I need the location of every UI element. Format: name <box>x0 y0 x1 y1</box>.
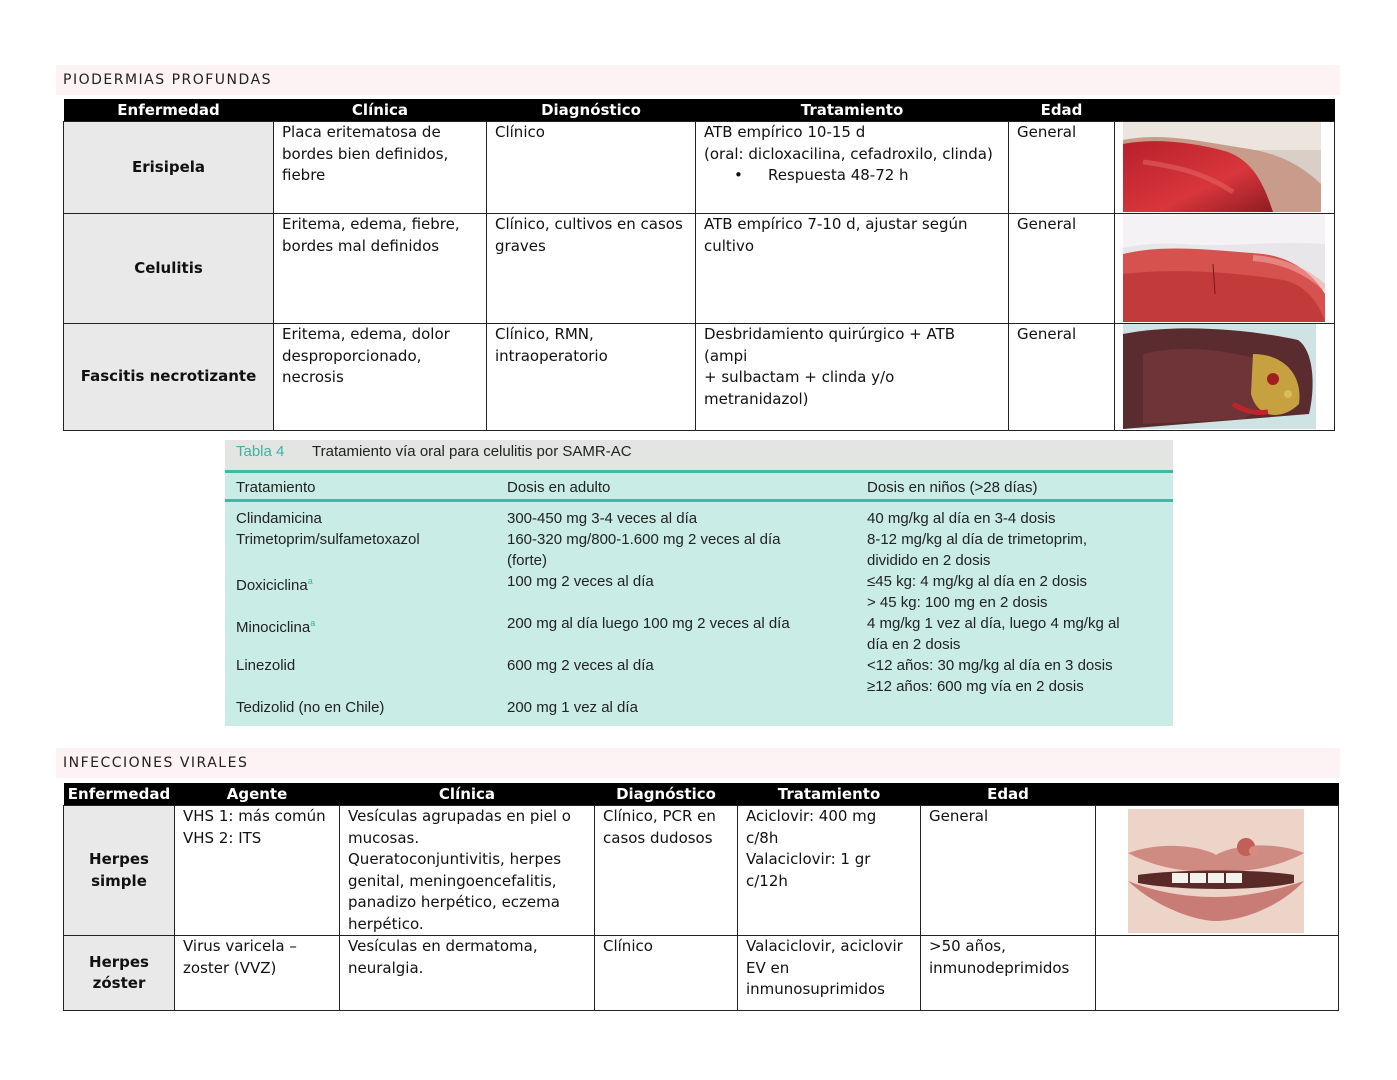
text-line: Clínico, PCR en <box>603 807 716 825</box>
text-line: 160-320 mg/800-1.600 mg 2 veces al día <box>507 531 781 548</box>
text-line: panadizo herpético, eczema <box>348 893 560 911</box>
text-line: desproporcionado, <box>282 346 422 365</box>
column-header: Enfermedad <box>64 99 274 122</box>
empty-image-cell <box>1096 936 1339 1011</box>
column-header: Dosis en adulto <box>507 479 611 496</box>
text-line: herpético. <box>348 914 424 933</box>
text-line: Valaciclovir, aciclovir <box>746 937 903 955</box>
edad-cell: General <box>1009 214 1115 324</box>
column-header: Tratamiento <box>696 99 1009 122</box>
diagnostico-cell <box>595 806 738 936</box>
tratamiento-cell <box>738 936 921 1011</box>
text-line: + sulbactam + clinda y/o metranidazol) <box>704 368 895 408</box>
agente-cell <box>175 936 340 1011</box>
piodermias-table <box>63 99 1335 431</box>
text-line: VHS 1: más común <box>183 807 326 825</box>
text-line: inmunodeprimidos <box>929 958 1070 977</box>
edad-cell <box>921 806 1096 936</box>
adult-dose: 200 mg 1 vez al día <box>507 699 638 716</box>
text-line: ATB empírico 10-15 d <box>704 123 866 141</box>
edad-cell: General <box>1009 324 1115 431</box>
drug-name: Trimetoprim/sulfametoxazol <box>236 531 420 548</box>
tabla4-panel <box>225 440 1173 726</box>
disease-name <box>64 806 175 936</box>
text-line: bordes bien definidos, <box>282 144 449 163</box>
image-cell <box>1115 214 1335 324</box>
drug-name <box>236 613 496 638</box>
child-dose <box>867 529 1167 571</box>
text-line: ≥12 años: 600 mg vía en 2 dosis <box>867 678 1084 695</box>
disease-name: Erisipela <box>64 122 274 214</box>
clinica-cell <box>340 936 595 1011</box>
column-header: Edad <box>1009 99 1115 122</box>
text-line: zóster <box>92 974 146 992</box>
diagnostico-cell <box>595 936 738 1011</box>
edad-cell <box>921 936 1096 1011</box>
text-line: Clínico <box>603 937 653 955</box>
text-line: mucosas. <box>348 828 420 847</box>
text-line: fiebre <box>282 166 326 184</box>
tratamiento-cell <box>696 214 1009 324</box>
tabla4-title-bar <box>225 440 1173 470</box>
column-header: Dosis en niños (>28 días) <box>867 479 1038 496</box>
column-header: Enfermedad <box>64 783 175 806</box>
clinica-cell <box>274 214 487 324</box>
cellulitis-leg-photo <box>1123 214 1325 322</box>
text-line: Desbridamiento quirúrgico + ATB (ampi <box>704 325 956 365</box>
section-header-piodermias <box>56 65 1340 95</box>
text-line: día en 2 dosis <box>867 636 961 653</box>
child-dose <box>867 655 1167 697</box>
text-line: Clínico <box>495 123 545 141</box>
child-dose <box>867 613 1167 655</box>
table-row <box>64 324 1335 431</box>
text-line: 4 mg/kg 1 vez al día, luego 4 mg/kg al <box>867 615 1120 632</box>
text-line: Eritema, edema, dolor <box>282 325 450 343</box>
diagnostico-cell <box>487 214 696 324</box>
image-cell <box>1115 122 1335 214</box>
agente-cell <box>175 806 340 936</box>
text-line: genital, meningoencefalitis, <box>348 871 557 890</box>
column-header: Clínica <box>340 783 595 806</box>
edad-cell: General <box>1009 122 1115 214</box>
text-line: (oral: dicloxacilina, cefadroxilo, clinda) <box>704 144 993 163</box>
tabla4-label: Tabla 4 <box>236 443 285 460</box>
tratamiento-cell <box>696 324 1009 431</box>
column-header: Agente <box>175 783 340 806</box>
column-header-blank <box>1115 99 1335 122</box>
text-line: inmunosuprimidos <box>746 980 885 998</box>
virales-table <box>63 783 1339 1011</box>
text-line: Vesículas en dermatoma, <box>348 937 538 955</box>
bullet-text: Respuesta 48-72 h <box>768 166 909 184</box>
footnote-marker: a <box>307 576 313 586</box>
necrotizing-fasciitis-photo <box>1123 324 1316 429</box>
child-dose: 40 mg/kg al día en 3-4 dosis <box>867 510 1056 527</box>
text-line: Vesículas agrupadas en piel o <box>348 807 571 825</box>
tabla4-title: Tratamiento vía oral para celulitis por SAMR-AC <box>312 443 632 460</box>
diagnostico-cell <box>487 122 696 214</box>
erysipelas-leg-photo <box>1123 122 1321 212</box>
text-line: > 45 kg: 100 mg en 2 dosis <box>867 594 1048 611</box>
text-line: dividido en 2 dosis <box>867 552 991 569</box>
text-line: VHS 2: ITS <box>183 828 262 847</box>
drug-label: Doxiciclina <box>236 577 308 594</box>
clinica-cell <box>274 122 487 214</box>
text-line: ≤45 kg: 4 mg/kg al día en 2 dosis <box>867 573 1088 590</box>
column-header: Edad <box>921 783 1096 806</box>
text-line: Herpes <box>89 952 149 971</box>
adult-dose: 100 mg 2 veces al día <box>507 573 654 590</box>
text-line: zoster (VVZ) <box>183 958 277 977</box>
table-row <box>64 214 1335 324</box>
text-line: >50 años, <box>929 937 1006 955</box>
column-header: Diagnóstico <box>487 99 696 122</box>
text-line: (forte) <box>507 552 548 569</box>
text-line: bordes mal definidos <box>282 236 440 255</box>
adult-dose: 200 mg al día luego 100 mg 2 veces al día <box>507 615 790 632</box>
column-header: Diagnóstico <box>595 783 738 806</box>
table-header-row <box>64 783 1339 806</box>
drug-name: Clindamicina <box>236 510 322 527</box>
footnote-marker: a <box>310 618 316 628</box>
text-line: Aciclovir: 400 mg c/8h <box>746 807 877 847</box>
section-title: INFECCIONES VIRALES <box>63 755 249 771</box>
adult-dose: 600 mg 2 veces al día <box>507 657 654 674</box>
text-line: General <box>929 807 989 825</box>
image-cell <box>1115 324 1335 431</box>
text-line: ATB empírico 7-10 d, ajustar según <box>704 215 968 233</box>
text-line: Queratoconjuntivitis, herpes <box>348 850 562 868</box>
clinica-cell <box>340 806 595 936</box>
text-line: casos dudosos <box>603 828 713 847</box>
adult-dose <box>507 529 857 571</box>
text-line: Eritema, edema, fiebre, <box>282 215 460 233</box>
tratamiento-cell <box>738 806 921 936</box>
disease-name: Celulitis <box>64 214 274 324</box>
text-line: Clínico, RMN, <box>495 325 594 343</box>
text-line: necrosis <box>282 368 344 386</box>
text-line: graves <box>495 236 546 255</box>
drug-name <box>236 571 496 596</box>
text-line: EV en <box>746 958 790 977</box>
text-line: 8-12 mg/kg al día de trimetoprim, <box>867 531 1088 548</box>
table-row <box>64 122 1335 214</box>
text-line: Herpes <box>89 850 149 868</box>
disease-name <box>64 936 175 1011</box>
table-row <box>64 806 1339 936</box>
diagnostico-cell <box>487 324 696 431</box>
text-line: simple <box>91 871 147 890</box>
drug-name: Tedizolid (no en Chile) <box>236 699 385 716</box>
herpes-lip-photo <box>1128 809 1304 933</box>
column-header: Tratamiento <box>236 479 316 496</box>
text-line: Valaciclovir: 1 gr c/12h <box>746 850 871 890</box>
column-header: Clínica <box>274 99 487 122</box>
clinica-cell <box>274 324 487 431</box>
image-cell <box>1096 806 1339 936</box>
text-line: intraoperatorio <box>495 346 608 365</box>
section-header-virales <box>56 748 1340 778</box>
text-line: Clínico, cultivos en casos <box>495 215 683 233</box>
text-line: <12 años: 30 mg/kg al día en 3 dosis <box>867 657 1113 674</box>
table-row <box>64 936 1339 1011</box>
bullet-item <box>704 165 1000 187</box>
disease-name: Fascitis necrotizante <box>64 324 274 431</box>
drug-name: Linezolid <box>236 657 296 674</box>
text-line: Placa eritematosa de <box>282 123 441 141</box>
section-title: PIODERMIAS PROFUNDAS <box>63 72 273 88</box>
column-header: Tratamiento <box>738 783 921 806</box>
tratamiento-cell <box>696 122 1009 214</box>
column-header-blank <box>1096 783 1339 806</box>
text-line: Virus varicela – <box>183 937 297 955</box>
drug-label: Minociclina <box>236 619 311 636</box>
text-line: neuralgia. <box>348 958 424 977</box>
child-dose <box>867 571 1167 613</box>
tabla4-header-row <box>225 470 1173 502</box>
adult-dose: 300-450 mg 3-4 veces al día <box>507 510 698 527</box>
table-header-row <box>64 99 1335 122</box>
text-line: cultivo <box>704 236 755 255</box>
